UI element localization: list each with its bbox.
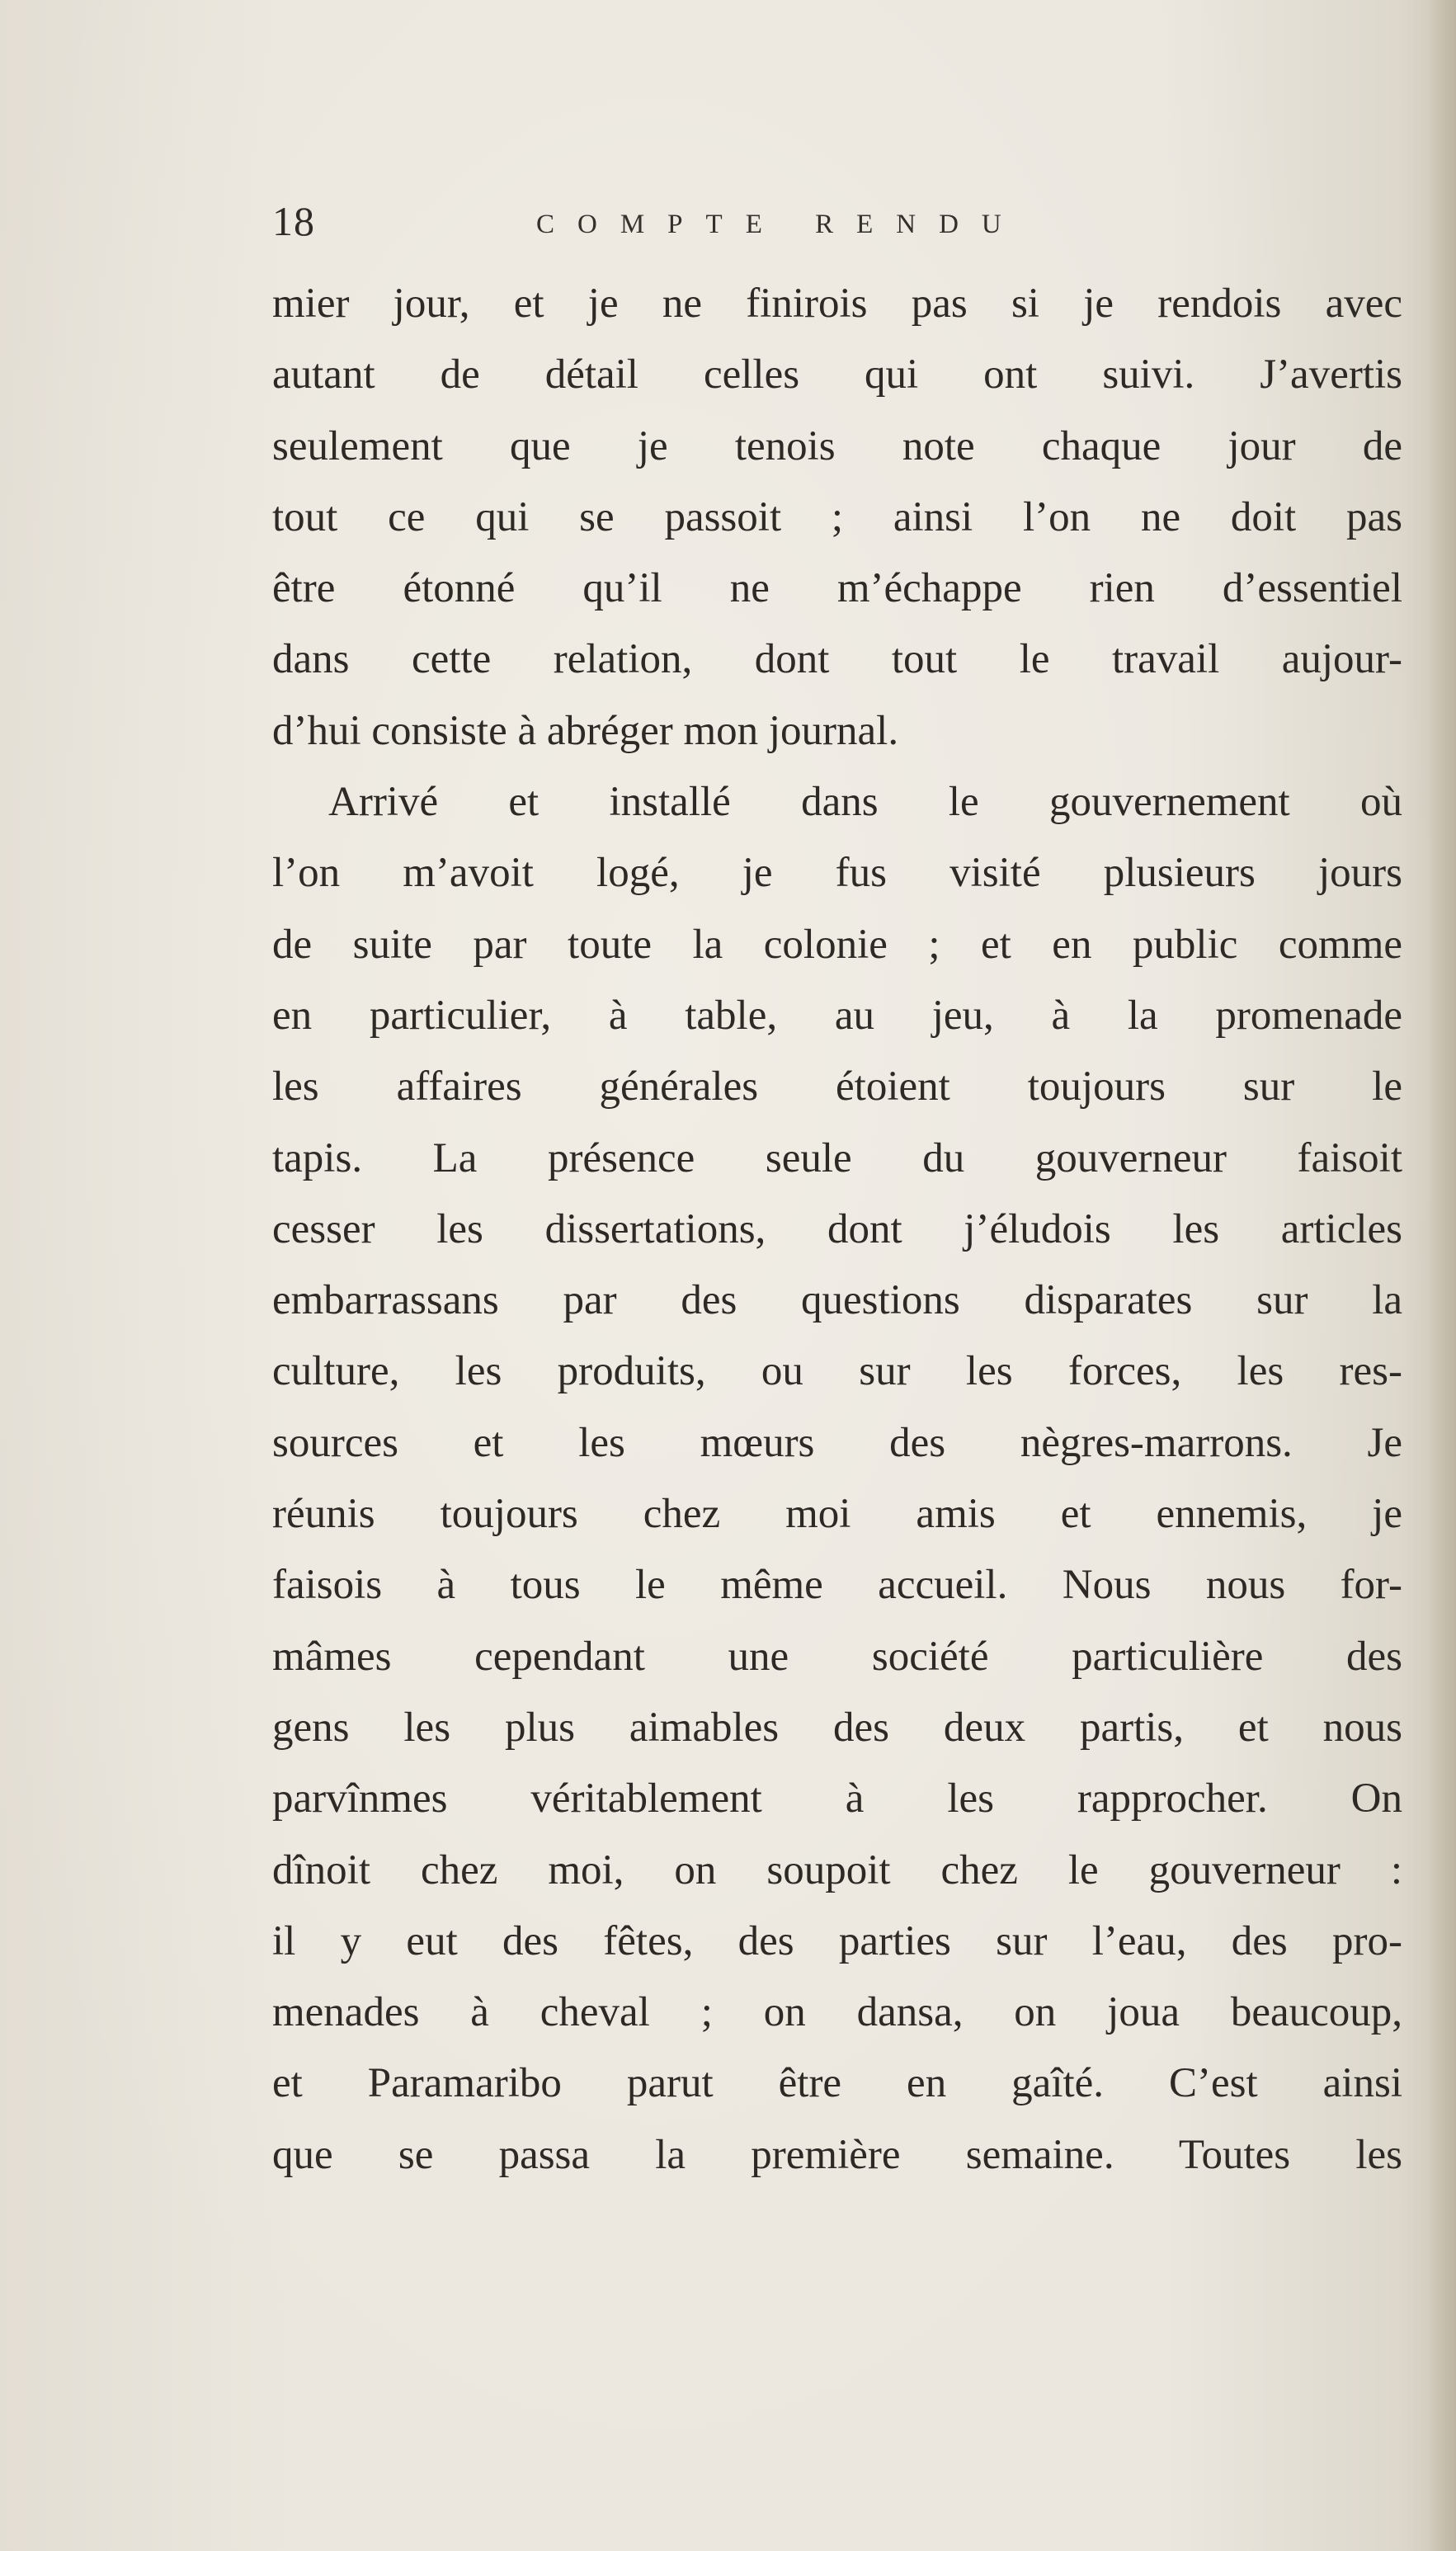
text-line: de suite par toute la colonie ; et en public comme [272, 921, 1402, 968]
text-line: dînoit chez moi, on soupoit chez le gouverneur : [272, 1846, 1402, 1893]
text-line: mier jour, et je ne finirois pas si je rendois avec [272, 281, 1402, 327]
text-line: que se passa la première semaine. Toutes les [272, 2131, 1402, 2178]
text-line: tout ce qui se passoit ; ainsi l’on ne doit pas [272, 493, 1402, 540]
text-line: culture, les produits, ou sur les forces, les res- [272, 1348, 1402, 1395]
text-line: dans cette relation, dont tout le travail aujour- [272, 636, 1402, 683]
text-line: il y eut des fêtes, des parties sur l’eau, des pro- [272, 1917, 1402, 1964]
text-line: autant de détail celles qui ont suivi. J’avertis [272, 351, 1402, 398]
text-line: d’hui consiste à abréger mon journal. [272, 707, 899, 754]
text-line: embarrassans par des questions disparates sur la [272, 1277, 1402, 1324]
running-title: COMPTE RENDU [536, 210, 1025, 239]
text-line: et Paramaribo parut être en gaîté. C’est ainsi [272, 2060, 1402, 2107]
text-line: tapis. La présence seule du gouverneur faisoit [272, 1134, 1402, 1181]
text-line: parvînmes véritablement à les rapprocher. On [272, 1775, 1402, 1822]
text-line: mâmes cependant une société particulière des [272, 1633, 1402, 1680]
text-line: faisois à tous le même accueil. Nous nous for- [272, 1562, 1402, 1609]
text-line: les affaires générales étoient toujours sur le [272, 1063, 1402, 1110]
text-line: cesser les dissertations, dont j’éludois les articles [272, 1205, 1402, 1252]
text-line: Arrivé et installé dans le gouvernement où [328, 779, 1402, 826]
text-line: être étonné qu’il ne m’échappe rien d’essentiel [272, 565, 1402, 612]
text-line: gens les plus aimables des deux partis, et nous [272, 1704, 1402, 1751]
text-line: réunis toujours chez moi amis et ennemis, je [272, 1491, 1402, 1538]
text-line: menades à cheval ; on dansa, on joua beaucoup, [272, 1989, 1402, 2036]
page-edge-shadow [1428, 0, 1456, 2551]
text-line: en particulier, à table, au jeu, à la promenade [272, 992, 1402, 1039]
running-head [272, 196, 1427, 254]
text-line: l’on m’avoit logé, je fus visité plusieurs jours [272, 850, 1402, 897]
page-number: 18 [272, 198, 315, 244]
body-text [272, 268, 1402, 2190]
text-line: seulement que je tenois note chaque jour de [272, 422, 1402, 469]
text-line: sources et les mœurs des nègres-marrons. Je [272, 1419, 1402, 1466]
